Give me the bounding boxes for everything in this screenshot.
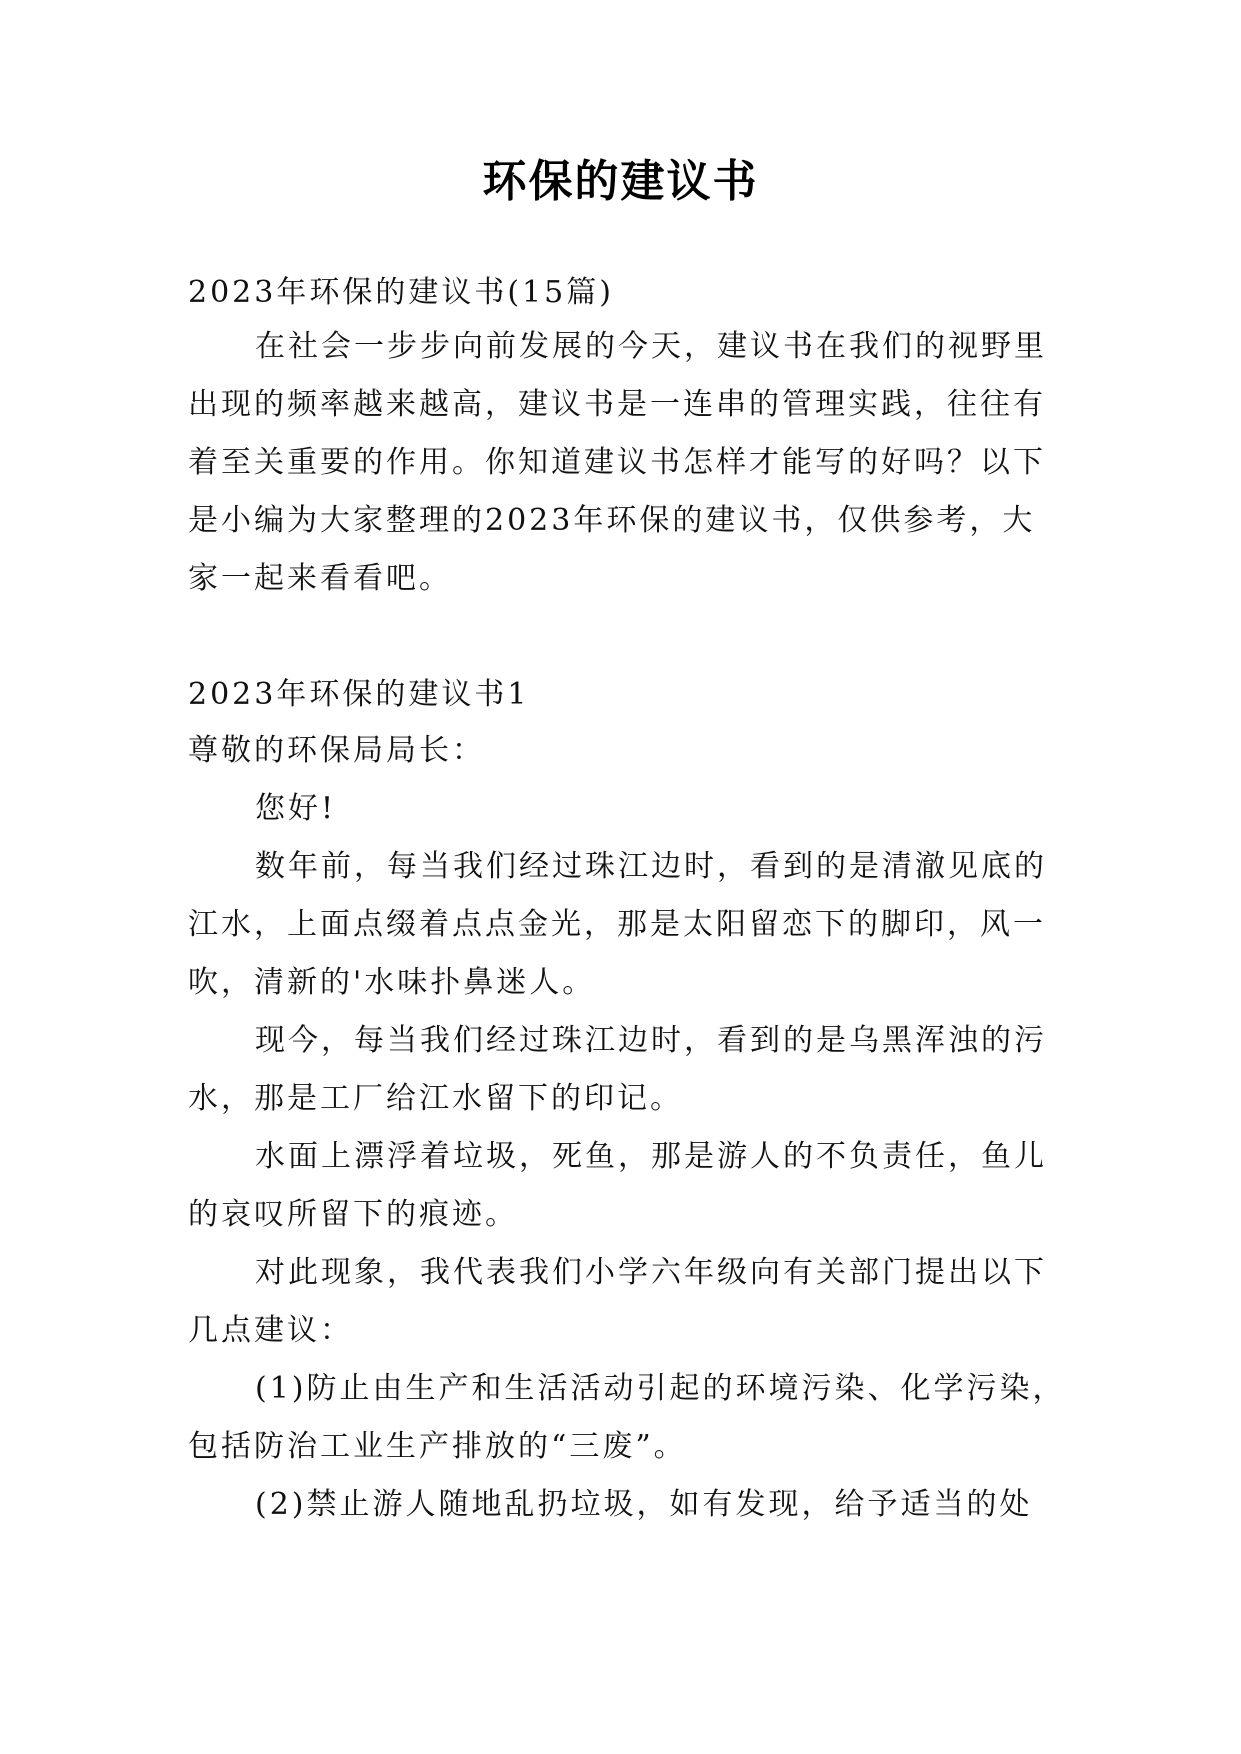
paragraph-line: 水面上漂浮着垃圾，死鱼，那是游人的不负责任，鱼儿	[255, 1139, 1047, 1174]
paragraph-line: 吹，清新的'水味扑鼻迷人。	[188, 965, 596, 1000]
intro-line: 是小编为大家整理的2023年环保的建议书，仅供参考，大	[188, 503, 1036, 538]
paragraph-line: 的哀叹所留下的痕迹。	[188, 1197, 518, 1232]
paragraph-line: 几点建议：	[188, 1313, 353, 1348]
document-subtitle: 2023年环保的建议书(15篇)	[188, 275, 614, 310]
paragraph-line: 水，那是工厂给江水留下的印记。	[188, 1081, 683, 1116]
document-title: 环保的建议书	[482, 156, 759, 207]
intro-line: 着至关重要的作用。你知道建议书怎样才能写的好吗？以下	[188, 445, 1046, 480]
intro-line: 出现的频率越来越高，建议书是一连串的管理实践，往往有	[188, 387, 1046, 422]
section-heading: 2023年环保的建议书1	[188, 677, 530, 712]
paragraph-line: 数年前，每当我们经过珠江边时，看到的是清澈见底的	[255, 849, 1047, 884]
salutation: 尊敬的环保局局长：	[188, 733, 485, 768]
paragraph-line: 江水，上面点缀着点点金光，那是太阳留恋下的脚印，风一	[188, 907, 1046, 942]
intro-line: 在社会一步步向前发展的今天，建议书在我们的视野里	[255, 329, 1047, 364]
paragraph-line: 现今，每当我们经过珠江边时，看到的是乌黑浑浊的污	[255, 1023, 1047, 1058]
greeting: 您好!	[255, 791, 337, 826]
list-item-line: 包括防治工业生产排放的“三废”。	[188, 1429, 687, 1464]
intro-line: 家一起来看看吧。	[188, 561, 452, 596]
list-item-line: (2)禁止游人随地乱扔垃圾，如有发现，给予适当的处	[255, 1487, 1033, 1522]
paragraph-line: 对此现象，我代表我们小学六年级向有关部门提出以下	[255, 1255, 1047, 1290]
list-item-line: (1)防止由生产和生活活动引起的环境污染、化学污染，	[255, 1371, 1066, 1406]
